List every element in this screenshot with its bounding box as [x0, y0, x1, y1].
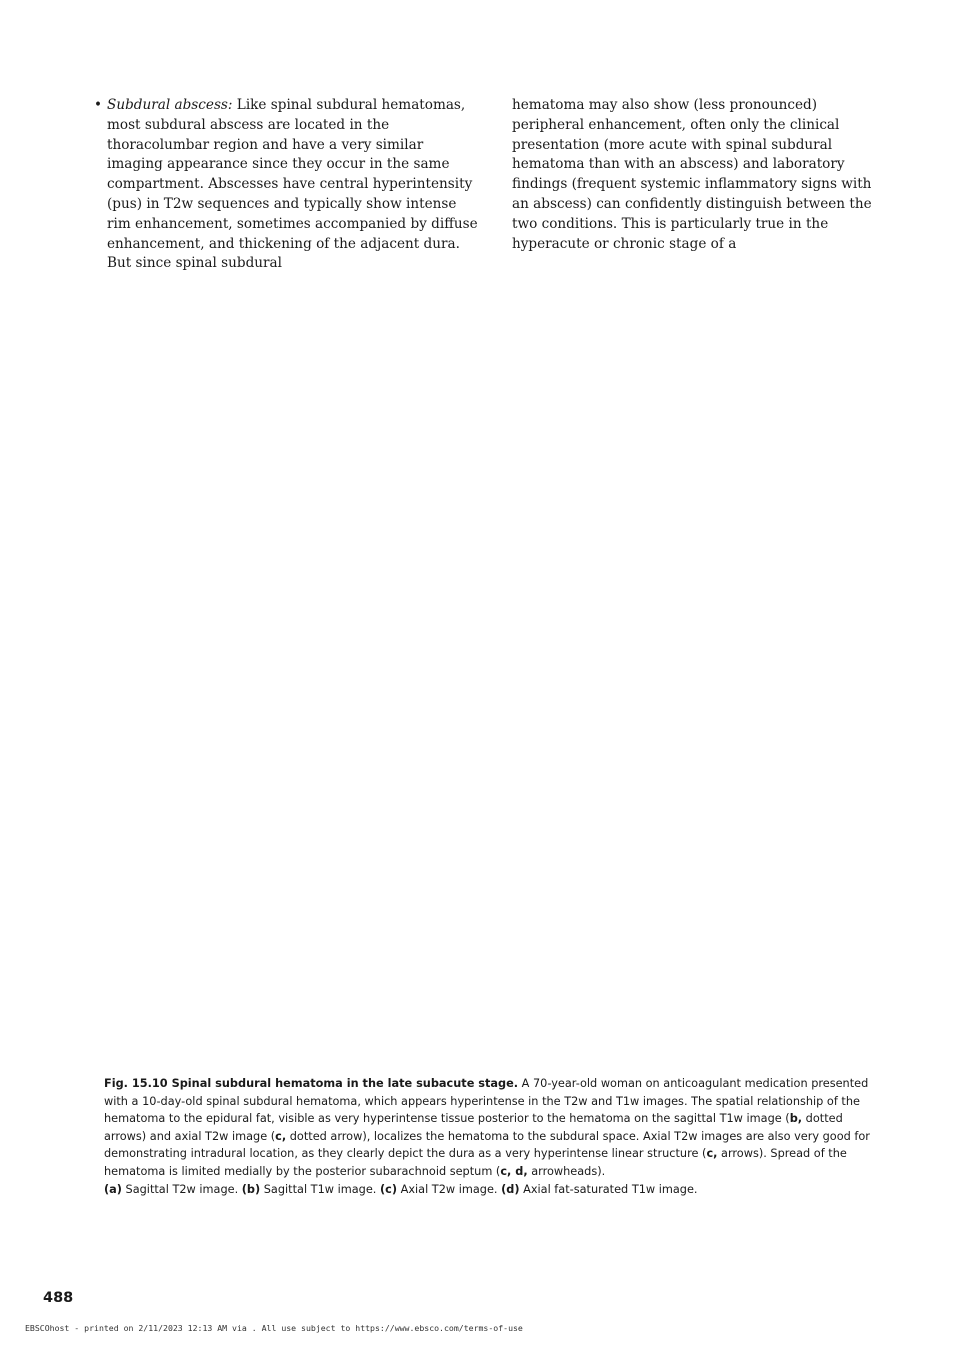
- page-number: 488: [43, 1290, 74, 1306]
- caption-ref-3: c,: [706, 1147, 718, 1161]
- caption-text-1: A 70-year-old woman on anticoagulant medication presented with a 10-day-old spinal subdural hematoma, which appears hyperintense in the T2w and T1w images. The spatial relationship of the hematoma to the epidural fat, visible as very hyperintense tissue posterior to the hematoma on the sagittal T1w image (: [104, 1077, 869, 1126]
- right-text-column: [512, 96, 892, 254]
- figure-caption: [104, 1075, 874, 1198]
- panel-label-b: (b): [241, 1182, 261, 1196]
- bullet-body-text: Like spinal subdural hematomas, most subdural abscess are located in the thoracolumbar region and have a very similar imaging appearance since they occur in the same compartment. Abscesses have central hyperintensity (pus) in T2w sequences and typically show intense rim enhancement, sometimes accompanied by diffuse enhancement, and thickening of the adjacent dura. But since spinal subdural: [107, 97, 478, 272]
- figure-caption-label: Fig. 15.10 Spinal subdural hematoma in the late subacute stage.: [104, 1077, 519, 1090]
- panel-label-c: (c): [379, 1182, 397, 1196]
- bullet-item-subdural-abscess: [93, 96, 478, 274]
- print-footer: EBSCOhost - printed on 2/11/2023 12:13 AM via . All use subject to https://www.ebsco.com/terms-of-use: [25, 1323, 523, 1333]
- panel-descriptions: [104, 1181, 874, 1199]
- bullet-term: Subdural abscess:: [107, 97, 233, 113]
- caption-text-4: arrows). Spread of the hematoma is limited medially by the posterior subarachnoid septum (: [104, 1147, 847, 1178]
- panel-text-d: Axial fat-saturated T1w image.: [519, 1182, 698, 1196]
- left-text-column: [93, 96, 478, 274]
- caption-text-3: dotted arrow), localizes the hematoma to the subdural space. Axial T2w images are also very good for demonstrating intradural location, as they clearly depict the dura as a very hyperintense linear structure (: [104, 1129, 870, 1161]
- caption-ref-2: c,: [275, 1129, 287, 1143]
- bullet-marker: •: [94, 97, 103, 113]
- caption-ref-4: c, d,: [500, 1164, 528, 1178]
- right-column-text: hematoma may also show (less pronounced) peripheral enhancement, often only the clinical presentation (more acute with spinal subdural hematoma than with an abscess) and laboratory findings (frequent systemic inflammatory signs with an abscess) can confidently distinguish between the two conditions. This is particularly true in the hyperacute or chronic stage of a: [512, 97, 872, 252]
- panel-text-b: Sagittal T1w image.: [260, 1182, 380, 1196]
- panel-text-c: Axial T2w image.: [397, 1182, 502, 1196]
- figure-image-area: [104, 250, 874, 1060]
- caption-ref-1: b,: [789, 1112, 803, 1126]
- panel-text-a: Sagittal T2w image.: [121, 1182, 242, 1196]
- panel-label-a: (a): [104, 1182, 122, 1196]
- caption-text-5: arrowheads).: [527, 1164, 606, 1178]
- panel-label-d: (d): [501, 1182, 520, 1196]
- caption-text-2: dotted arrows) and axial T2w image (: [104, 1112, 843, 1143]
